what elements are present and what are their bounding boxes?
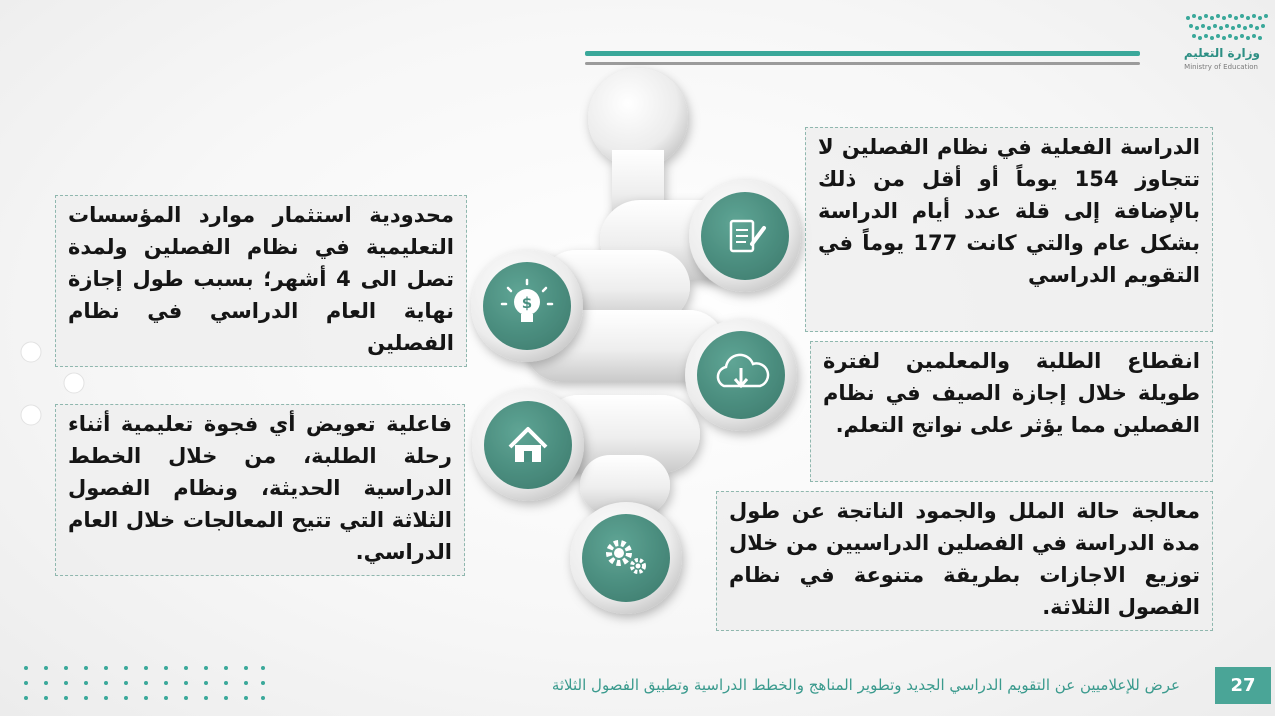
info-box-resources: محدودية استثمار موارد المؤسسات التعليمية في نظام الفصلين ولمدة تصل الى 4 أشهر؛ بسبب طول إجازة نهاية العام الدراسي في نظام الفصلين — [55, 195, 467, 367]
logo-arabic-text: وزارة التعليم — [1183, 46, 1260, 60]
cloud-download-icon — [685, 319, 797, 431]
footer-title: عرض للإعلاميين عن التقويم الدراسي الجديد وتطوير المناهج والخطط الدراسية وتطبيق الفصول الثلاثة — [551, 676, 1180, 694]
house-icon — [472, 389, 584, 501]
info-box-study-days: الدراسة الفعلية في نظام الفصلين لا تتجاوز 154 يوماً أو أقل من ذلك بالإضافة إلى قلة عدد أيام الدراسة بشكل عام والتي كانت 177 يوماً في التقويم الدراسي — [805, 127, 1213, 332]
decorative-dots — [22, 664, 267, 702]
page-number: 27 — [1215, 667, 1271, 704]
notepad-pen-icon — [689, 180, 801, 292]
info-box-learning-gap: فاعلية تعويض أي فجوة تعليمية أثناء رحلة الطلبة، من خلال الخطط الدراسية الحديثة، ونظام الفصول الثلاثة التي تتيح المعالجات خلال العام الدراسي. — [55, 404, 465, 576]
gears-icon — [570, 502, 682, 614]
logo-english-text: Ministry of Education — [1184, 63, 1258, 71]
lightbulb-dollar-icon — [471, 250, 583, 362]
info-box-summer-break: انقطاع الطلبة والمعلمين لفترة طويلة خلال إجازة الصيف في نظام الفصلين مما يؤثر على نواتج التعلم. — [810, 341, 1213, 482]
svg-text:$: $ — [521, 294, 533, 312]
info-box-boredom: معالجة حالة الملل والجمود الناتجة عن طول مدة الدراسة في الفصلين الدراسيين من خلال توزيع الاجازات بطريقة متنوعة في نظام الفصول الثلاثة. — [716, 491, 1213, 631]
